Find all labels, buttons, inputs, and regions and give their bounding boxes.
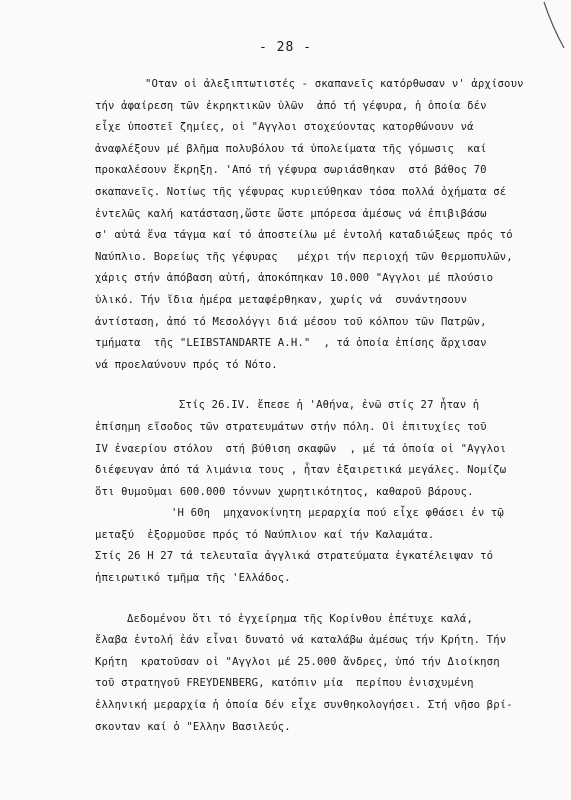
text-line: τοῦ στρατηγοῦ FREYDENBERG, κατόπιν μία περίπου ἐνισχυμένη — [95, 677, 474, 690]
text-line: σκονταν καί ὁ "Ελλην Βασιλεύς. — [95, 720, 291, 733]
text-line: ἔλαβα ἐντολή ἐάν εἶναι δυνατό νά καταλάβω ἀμέσως τήν Κρήτη. Τήν — [95, 634, 507, 647]
text-line: ἐντελῶς καλή κατάσταση,ὥστε ὥστε μπόρεσα ἀμέσως νά ἐπιβιβάσω — [95, 207, 487, 220]
text-line: Στίς 26 Η 27 τά τελευταῖα ἀγγλικά στρατεύματα ἐγκατέλειψαν τό — [95, 550, 494, 563]
text-line: Ναύπλιο. Βορείως τῆς γέφυρας μέχρι τήν περιοχή τῶν θερμοπυλῶν, — [95, 250, 513, 263]
text-line: "Οταν οἱ ἀλεξιπτωτιστές - σκαπανεῖς κατόρθωσαν ν' ἀρχίσουν — [145, 78, 524, 90]
text-line: χάρις στήν ἀπόβαση αὐτή, ἀποκόπηκαν 10.000 "Αγγλοι μέ πλούσιο — [95, 272, 494, 285]
page-number: - 28 - — [259, 40, 312, 55]
text-line: προκαλέσουν ἔκρηξη. 'Από τή γέφυρα σωριάσθηκαν στό βάθος 70 — [95, 164, 487, 177]
text-line: σ' αὐτά ἕνα τάγμα καί τό ἀποστείλω μέ ἐντολή καταδιώξεως πρός τό — [95, 229, 513, 242]
text-line: ἑλληνική μεραρχία ἡ ὁποία δέν εἶχε συνθηκολογήσει. Στή νῆσο βρί- — [95, 699, 513, 712]
paragraph-gap — [95, 376, 545, 395]
text-line: εἶχε ὑποστεῖ ζημίες, οἱ "Αγγλοι στοχεύοντας κατορθώνουν νά — [95, 121, 474, 134]
text-line: τήν ἀφαίρεση τῶν ἐκρηκτικῶν ὑλῶν ἀπό τή γέφυρα, ἡ ὁποία δέν — [95, 99, 487, 112]
text-line: νά προελαύνουν πρός τό Νότο. — [95, 358, 278, 371]
text-line: ἠπειρωτικό τμῆμα τῆς 'Ελλάδος. — [95, 572, 291, 585]
paragraph-gap — [95, 590, 545, 609]
text-line: ὅτι θυμοῦμαι 600.000 τόννων χωρητικότητος, καθαροῦ βάρους. — [95, 485, 474, 498]
text-line: ἀναφλέξουν μέ βλῆμα πολυβόλου τά ὑπολείματα τῆς γόμωσις καί — [95, 142, 487, 155]
text-line: μεταξύ ἐξορμοῦσε πρός τό Ναύπλιον καί τήν Καλαμάτα. — [95, 528, 435, 541]
text-line: Στίς 26.IV. ἔπεσε ἡ 'Αθήνα, ἐνῶ στίς 27 ἦταν ἡ — [179, 399, 480, 412]
text-line: ἐπίσημη εἴσοδος τῶν στρατευμάτων στήν πόλη. Οἱ ἐπιτυχίες τοῦ — [95, 420, 487, 433]
text-line: διέφευγαν ἀπό τά λιμάνια τους , ἦταν ἐξαιρετικά μεγάλες. Νομίζω — [95, 464, 507, 477]
text-line: 'Η 60η μηχανοκίνητη μεραρχία πού εἶχε φθάσει ἐν τῷ — [171, 507, 504, 520]
text-line: Κρήτη κρατοῦσαν οἱ "Αγγλοι μέ 25.000 ἄνδρες, ὑπό τήν Διοίκηση — [95, 655, 500, 668]
text-line: ὑλικό. Τήν ἴδια ἡμέρα μεταφέρθηκαν, χωρίς νά συνάντησουν — [95, 293, 468, 306]
body-text — [95, 74, 545, 738]
text-line: IV ἐναερίου στόλου στή βύθιση σκαφῶν , μέ τά ὁποία οἱ "Αγγλοι — [95, 442, 507, 455]
text-line: ἀντίσταση, ἀπό τό Μεσολόγγι διά μέσου τοῦ κόλπου τῶν Πατρῶν, — [95, 315, 487, 328]
text-line: Δεδομένου ὅτι τό ἐγχείρημα τῆς Κορίνθου ἐπέτυχε καλά, — [127, 612, 473, 625]
text-line: τμήματα τῆς "LEIBSTANDARTE A.H." , τά ὁποία ἐπίσης ἄρχισαν — [95, 337, 487, 350]
text-line: σκαπανεῖς. Νοτίως τῆς γέφυρας κυριεύθηκαν τόσα πολλά ὀχήματα σέ — [95, 185, 507, 198]
